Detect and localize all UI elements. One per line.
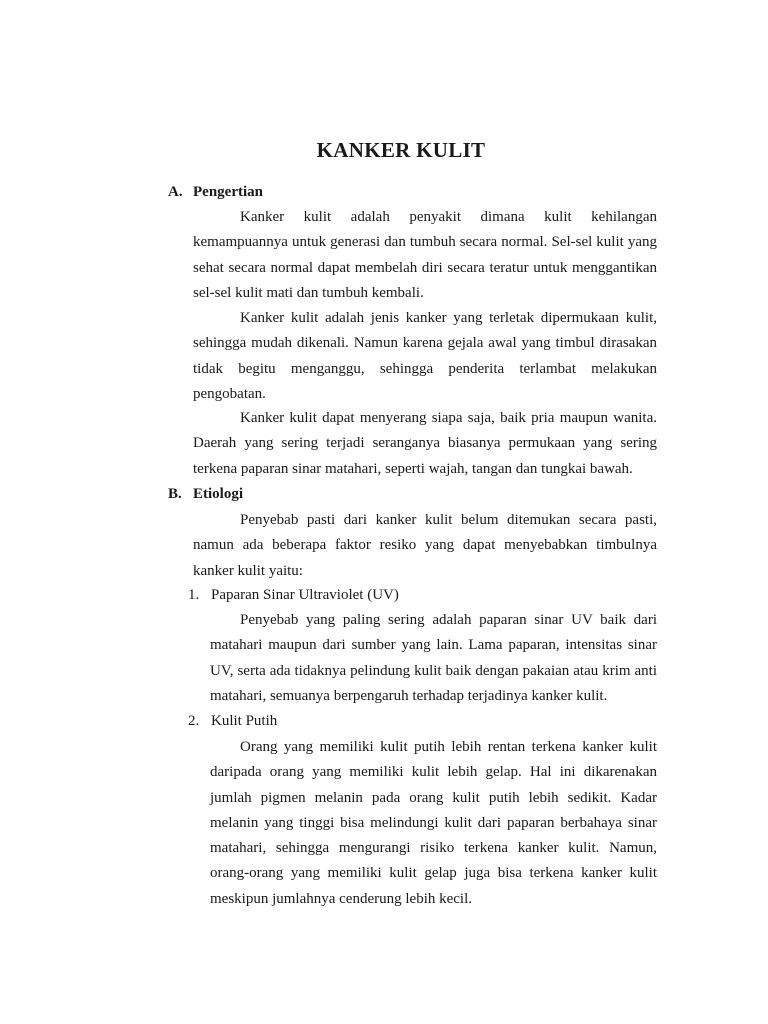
document-title: KANKER KULIT — [316, 138, 486, 162]
paragraph: Kanker kulit dapat menyerang siapa saja, baik pria maupun wanita. Daerah yang sering terjadi seranganya biasanya permukaan yang sering terkena paparan sinar matahari, seperti wajah, tangan dan tungkai bawah. — [193, 410, 657, 477]
list-item-label: Paparan Sinar Ultraviolet (UV) — [211, 587, 399, 603]
paragraph: Kanker kulit adalah jenis kanker yang terletak dipermukaan kulit, sehingga mudah dikenali. Namun karena gejala awal yang timbul dirasakan tidak begitu menganggu, sehingga penderita terlambat melakukan pengobatan. — [193, 310, 657, 402]
list-item — [188, 583, 399, 608]
paragraph: Penyebab pasti dari kanker kulit belum ditemukan secara pasti, namun ada beberapa faktor resiko yang dapat menyebabkan timbulnya kanker kulit yaitu: — [193, 512, 657, 579]
list-item-text: Orang yang memiliki kulit putih lebih rentan terkena kanker kulit daripada orang yang memiliki kulit lebih gelap. Hal ini dikarenakan jumlah pigmen melanin pada orang kulit putih lebih sedikit. Kadar melanin yang tinggi bisa melindungi kulit dari paparan berbahaya sinar matahari, sehingga mengurangi risiko terkena kanker kulit. Namun, orang-orang yang memiliki kulit gelap juga bisa terkena kanker kulit meskipun jumlahnya cenderung lebih kecil. — [210, 739, 657, 907]
section-heading-pengertian — [168, 180, 263, 205]
section-title: Pengertian — [193, 184, 263, 200]
list-item-number: 1. — [188, 587, 200, 603]
section-letter: B. — [168, 486, 182, 502]
list-item-number: 2. — [188, 713, 200, 729]
section-letter: A. — [168, 184, 183, 200]
section-heading-etiologi — [168, 482, 243, 507]
paragraph: Kanker kulit adalah penyakit dimana kulit kehilangan kemampuannya untuk generasi dan tumbuh secara normal. Sel-sel kulit yang sehat secara normal dapat membelah diri secara teratur untuk menggantikan sel-sel kulit mati dan tumbuh kembali. — [193, 209, 657, 301]
list-item — [188, 709, 277, 734]
list-item-text: Penyebab yang paling sering adalah paparan sinar UV baik dari matahari maupun dari sumber yang lain. Lama paparan, intensitas sinar UV, serta ada tidaknya pelindung kulit baik dengan pakaian atau krim anti matahari, semuanya berpengaruh terhadap terjadinya kanker kulit. — [210, 612, 657, 704]
list-item-label: Kulit Putih — [211, 713, 278, 729]
section-title: Etiologi — [193, 486, 244, 502]
